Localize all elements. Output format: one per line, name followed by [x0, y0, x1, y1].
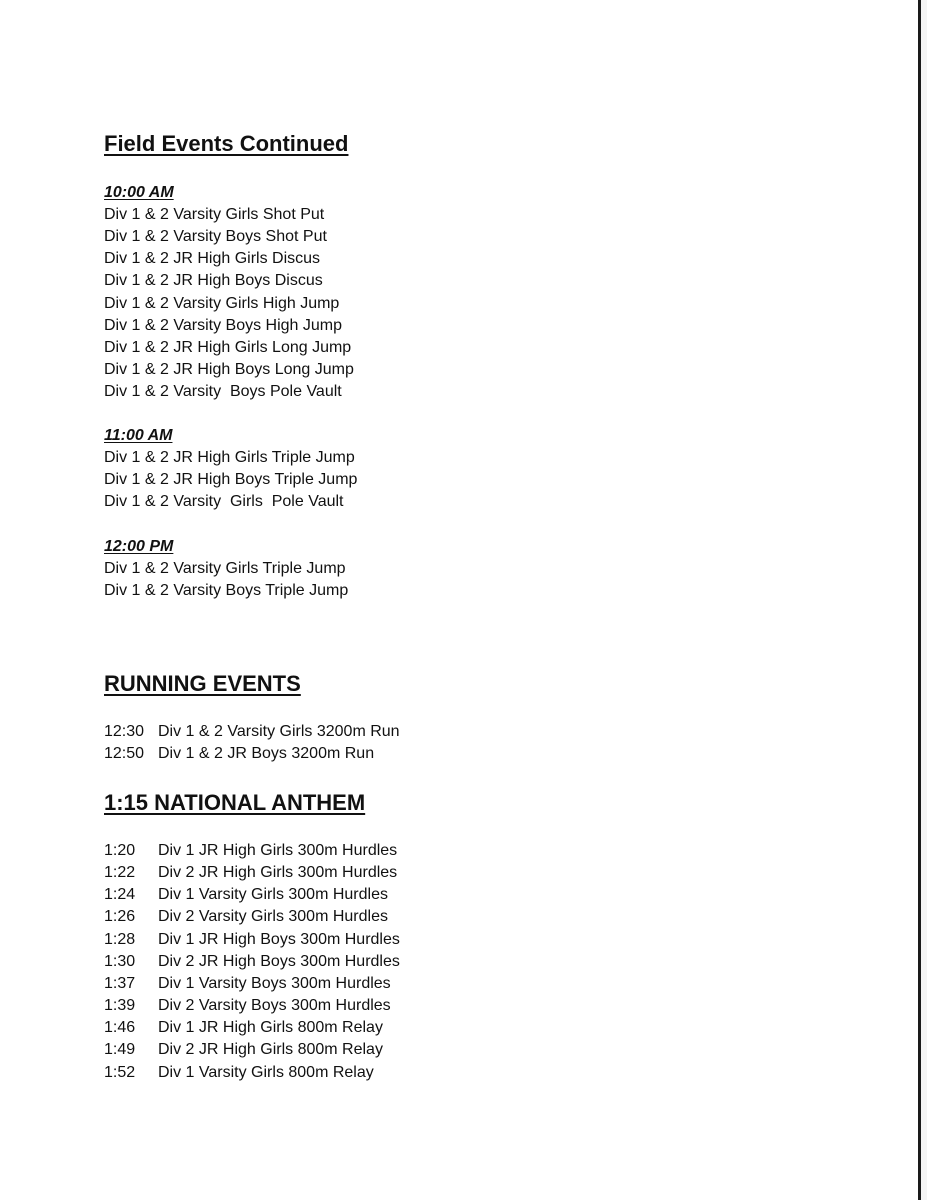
- schedule-time: 1:28: [104, 930, 136, 948]
- time-heading: 10:00 AM: [104, 184, 174, 201]
- event-item: Div 1 & 2 Varsity Boys High Jump: [104, 316, 343, 334]
- schedule-row: [104, 951, 400, 973]
- schedule-row: [104, 929, 400, 951]
- schedule-time: 1:20: [104, 842, 136, 859]
- schedule-time: 1:24: [104, 886, 136, 904]
- schedule-event: Div 1 Varsity Girls 300m Hurdles: [158, 886, 388, 904]
- schedule-time: 12:30: [104, 723, 145, 740]
- schedule-event: Div 2 Varsity Boys 300m Hurdles: [158, 997, 391, 1015]
- national-anthem-title: 1:15 NATIONAL ANTHEM: [104, 790, 366, 815]
- schedule-time: 12:50: [104, 745, 145, 763]
- schedule-row: [104, 995, 400, 1017]
- event-item: Div 1 & 2 Varsity Girls Triple Jump: [104, 560, 346, 577]
- schedule-time: 1:39: [104, 997, 136, 1015]
- schedule-time: 1:49: [104, 1041, 136, 1059]
- event-group-11am: [104, 425, 357, 513]
- event-item: Div 1 & 2 Varsity Girls Shot Put: [104, 206, 325, 223]
- schedule-row: [104, 1039, 400, 1061]
- event-item: Div 1 & 2 Varsity Boys Pole Vault: [104, 383, 342, 401]
- schedule-time: 1:52: [104, 1063, 136, 1081]
- schedule-row: [104, 906, 400, 928]
- schedule-event: Div 1 & 2 Varsity Girls 3200m Run: [158, 723, 400, 740]
- schedule-event: Div 1 Varsity Boys 300m Hurdles: [158, 974, 391, 992]
- schedule-row: [104, 743, 400, 765]
- time-heading: 11:00 AM: [104, 427, 173, 444]
- page-edge-margin: [921, 0, 927, 1200]
- schedule-event: Div 2 JR High Boys 300m Hurdles: [158, 952, 400, 970]
- schedule-time: 1:37: [104, 974, 136, 992]
- afternoon-events-list: [104, 840, 400, 1084]
- schedule-row: [104, 884, 400, 906]
- schedule-row: [104, 840, 400, 862]
- schedule-time: 1:26: [104, 908, 136, 926]
- event-item: Div 1 & 2 JR High Girls Discus: [104, 250, 321, 268]
- schedule-event: Div 1 Varsity Girls 800m Relay: [158, 1063, 374, 1081]
- schedule-row: [104, 1017, 400, 1039]
- schedule-time: 1:30: [104, 952, 136, 970]
- schedule-row: [104, 862, 400, 884]
- schedule-row: [104, 973, 400, 995]
- schedule-row: [104, 721, 400, 743]
- event-group-10am: [104, 182, 354, 403]
- schedule-time: 1:22: [104, 864, 136, 882]
- event-item: Div 1 & 2 Varsity Girls High Jump: [104, 294, 340, 312]
- schedule-event: Div 1 & 2 JR Boys 3200m Run: [158, 745, 375, 763]
- schedule-event: Div 2 Varsity Girls 300m Hurdles: [158, 908, 388, 926]
- field-events-title: Field Events Continued: [104, 131, 349, 156]
- event-item: Div 1 & 2 Varsity Girls Pole Vault: [104, 493, 344, 511]
- event-item: Div 1 & 2 Varsity Boys Shot Put: [104, 228, 327, 246]
- schedule-event: Div 1 JR High Girls 300m Hurdles: [158, 842, 398, 859]
- event-group-12pm: [104, 536, 348, 602]
- schedule-time: 1:46: [104, 1019, 136, 1037]
- event-item: Div 1 & 2 JR High Boys Triple Jump: [104, 471, 358, 489]
- time-heading: 12:00 PM: [104, 538, 174, 555]
- event-item: Div 1 & 2 JR High Girls Triple Jump: [104, 449, 355, 466]
- schedule-event: Div 1 JR High Boys 300m Hurdles: [158, 930, 400, 948]
- event-item: Div 1 & 2 Varsity Boys Triple Jump: [104, 582, 349, 600]
- schedule-event: Div 1 JR High Girls 800m Relay: [158, 1019, 383, 1037]
- event-item: Div 1 & 2 JR High Boys Long Jump: [104, 361, 354, 379]
- schedule-event: Div 2 JR High Girls 300m Hurdles: [158, 864, 398, 882]
- event-item: Div 1 & 2 JR High Boys Discus: [104, 272, 323, 290]
- schedule-row: [104, 1062, 400, 1084]
- running-events-title: RUNNING EVENTS: [104, 671, 301, 696]
- running-events-list: [104, 721, 400, 765]
- event-item: Div 1 & 2 JR High Girls Long Jump: [104, 338, 352, 356]
- schedule-event: Div 2 JR High Girls 800m Relay: [158, 1041, 383, 1059]
